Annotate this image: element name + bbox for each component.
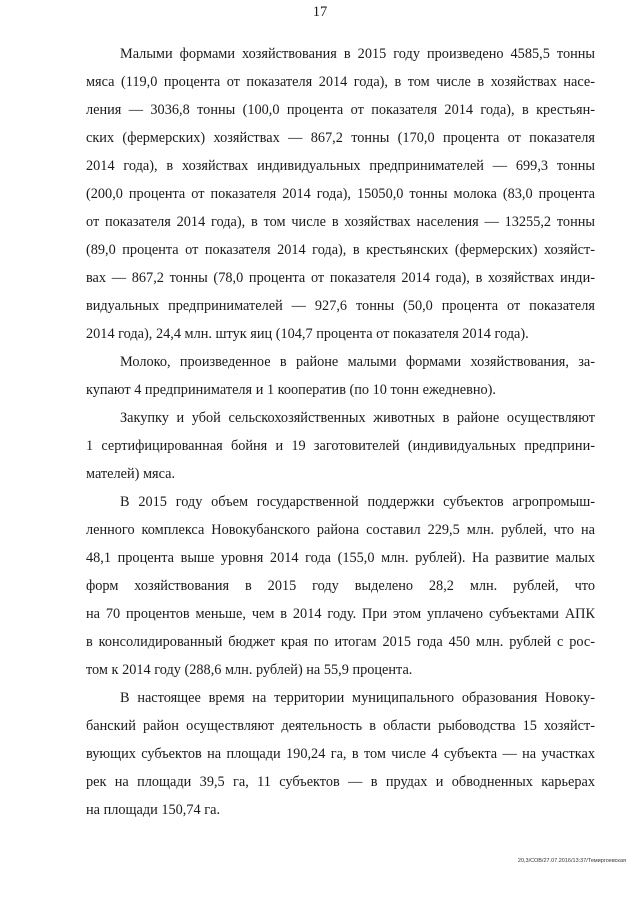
paragraph-line: вах — 867,2 тонны (78,0 процента от показателя 2014 года), в хозяйствах инди- (86, 270, 595, 286)
paragraph-line: (200,0 процента от показателя 2014 года), 15050,0 тонны молока (83,0 процента (86, 186, 595, 202)
paragraph-line: ских (фермерских) хозяйствах — 867,2 тонны (170,0 процента от показателя (86, 130, 595, 146)
paragraph-line: ления — 3036,8 тонны (100,0 процента от показателя 2014 года), в крестьян- (86, 102, 595, 118)
paragraph-line: рек на площади 39,5 га, 11 субъектов — в прудах и обводненных карьерах (86, 774, 595, 790)
paragraph-line: видуальных предпринимателей — 927,6 тонны (50,0 процента от показателя (86, 298, 595, 314)
paragraph-line: мателей) мяса. (86, 466, 176, 482)
paragraph-line: в консолидированный бюджет края по итогам 2015 года 450 млн. рублей с рос- (86, 634, 595, 650)
paragraph-line: на площади 150,74 га. (86, 802, 221, 818)
paragraph-line: Малыми формами хозяйствования в 2015 году произведено 4585,5 тонны (120, 46, 595, 62)
document-footer-stamp: 20,3/СОВ/27.07.2016/13:37/Темиргоевская (517, 858, 626, 864)
paragraph-line: на 70 процентов меньше, чем в 2014 году. При этом уплачено субъектами АПК (86, 606, 595, 622)
paragraph-line: вующих субъектов на площади 190,24 га, в том числе 4 субъекта — на участках (86, 746, 595, 762)
paragraph-line: форм хозяйствования в 2015 году выделено 28,2 млн. рублей, что (86, 578, 595, 594)
paragraph-line: (89,0 процента от показателя 2014 года), в крестьянских (фермерских) хозяйст- (86, 242, 595, 258)
paragraph-line: В 2015 году объем государственной поддержки субъектов агропромыш- (120, 494, 595, 510)
paragraph-line: 2014 года), 24,4 млн. штук яиц (104,7 процента от показателя 2014 года). (86, 326, 529, 342)
paragraph-line: Закупку и убой сельскохозяйственных животных в районе осуществляют (120, 410, 595, 426)
paragraph-line: В настоящее время на территории муниципального образования Новоку- (120, 690, 595, 706)
paragraph-line: купают 4 предпринимателя и 1 кооператив (по 10 тонн ежедневно). (86, 382, 496, 398)
paragraph-line: 1 сертифицированная бойня и 19 заготовителей (индивидуальных предприни- (86, 438, 595, 454)
paragraph-line: мяса (119,0 процента от показателя 2014 года), в том числе в хозяйствах насе- (86, 74, 595, 90)
paragraph-line: банский район осуществляют деятельность в области рыбоводства 15 хозяйст- (86, 718, 595, 734)
paragraph-line: 48,1 процента выше уровня 2014 года (155,0 млн. рублей). На развитие малых (86, 550, 595, 566)
page-number: 17 (312, 4, 328, 20)
paragraph-line: ленного комплекса Новокубанского района составил 229,5 млн. рублей, что на (86, 522, 595, 538)
paragraph-line: том к 2014 году (288,6 млн. рублей) на 55,9 процента. (86, 662, 413, 678)
paragraph-line: 2014 года), в хозяйствах индивидуальных предпринимателей — 699,3 тонны (86, 158, 595, 174)
paragraph-line: от показателя 2014 года), в том числе в хозяйствах населения — 13255,2 тонны (86, 214, 595, 230)
paragraph-line: Молоко, произведенное в районе малыми формами хозяйствования, за- (120, 354, 595, 370)
